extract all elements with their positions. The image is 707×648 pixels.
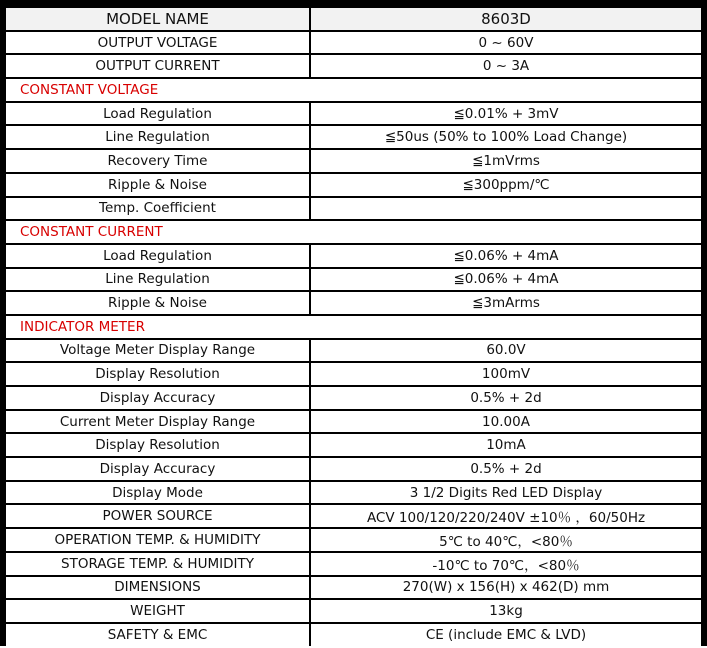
spec-value: ≦3mArms [311,292,701,314]
spec-label: WEIGHT [6,600,311,622]
spec-value: CE (include EMC & LVD) [311,624,701,646]
spec-label: Voltage Meter Display Range [6,340,311,362]
spec-row [6,55,701,77]
spec-value: 0 ~ 3A [311,55,701,77]
spec-value: ≦0.06% + 4mA [311,245,701,267]
spec-row [6,387,701,409]
spec-label: OUTPUT CURRENT [6,55,311,77]
spec-row [6,482,701,504]
spec-table-body [6,8,701,646]
spec-label: Display Accuracy [6,387,311,409]
spec-label: Display Mode [6,482,311,504]
spec-value: ≦50us (50% to 100% Load Change) [311,126,701,148]
spec-label: OPERATION TEMP. & HUMIDITY [6,529,311,551]
spec-row [6,600,701,622]
spec-label: DIMENSIONS [6,577,311,599]
spec-row [6,292,701,314]
spec-value: 0.5% + 2d [311,458,701,480]
spec-row [6,245,701,267]
spec-value: 3 1/2 Digits Red LED Display [311,482,701,504]
spec-label: Recovery Time [6,150,311,172]
spec-row [6,150,701,172]
section-header-row [6,221,701,243]
spec-value: 13kg [311,600,701,622]
spec-value: 10.00A [311,411,701,433]
spec-value: 60.0V [311,340,701,362]
spec-label: POWER SOURCE [6,505,311,527]
section-title: CONSTANT CURRENT [6,221,701,243]
spec-label: Line Regulation [6,269,311,291]
section-header-row [6,316,701,338]
spec-value: ACV 100/120/220/240V ±10％ ，60/50Hz [311,505,701,527]
spec-label: Current Meter Display Range [6,411,311,433]
spec-label: Load Regulation [6,103,311,125]
spec-label: Ripple & Noise [6,174,311,196]
spec-row [6,458,701,480]
spec-label: STORAGE TEMP. & HUMIDITY [6,553,311,575]
spec-value: -10℃ to 70℃，<80％ [311,553,701,575]
spec-label: Display Resolution [6,434,311,456]
spec-value: ≦0.01% + 3mV [311,103,701,125]
model-name-value: 8603D [311,8,701,30]
section-header-row [6,79,701,101]
spec-row [6,126,701,148]
spec-row [6,32,701,54]
spec-value: ≦1mVrms [311,150,701,172]
table-header-row [6,8,701,30]
spec-value: ≦300ppm/℃ [311,174,701,196]
spec-row [6,434,701,456]
spec-row [6,577,701,599]
section-title: INDICATOR METER [6,316,701,338]
spec-row [6,363,701,385]
spec-value: 5℃ to 40℃，<80％ [311,529,701,551]
spec-row [6,529,701,551]
spec-value: 100mV [311,363,701,385]
spec-row [6,411,701,433]
spec-label: Load Regulation [6,245,311,267]
spec-row [6,340,701,362]
spec-label: OUTPUT VOLTAGE [6,32,311,54]
spec-label: SAFETY & EMC [6,624,311,646]
spec-row [6,198,701,220]
spec-row [6,103,701,125]
spec-value: 0 ~ 60V [311,32,701,54]
spec-value: 0.5% + 2d [311,387,701,409]
spec-row [6,269,701,291]
spec-row [6,624,701,646]
spec-label: Temp. Coefficient [6,198,311,220]
model-name-label: MODEL NAME [6,8,311,30]
spec-row [6,174,701,196]
spec-label: Display Resolution [6,363,311,385]
spec-row [6,505,701,527]
spec-table [6,6,701,648]
spec-value: ≦0.06% + 4mA [311,269,701,291]
spec-value: 270(W) x 156(H) x 462(D) mm [311,577,701,599]
section-title: CONSTANT VOLTAGE [6,79,701,101]
spec-label: Ripple & Noise [6,292,311,314]
spec-label: Line Regulation [6,126,311,148]
spec-value: 10mA [311,434,701,456]
spec-value [311,198,701,220]
spec-label: Display Accuracy [6,458,311,480]
spec-row [6,553,701,575]
